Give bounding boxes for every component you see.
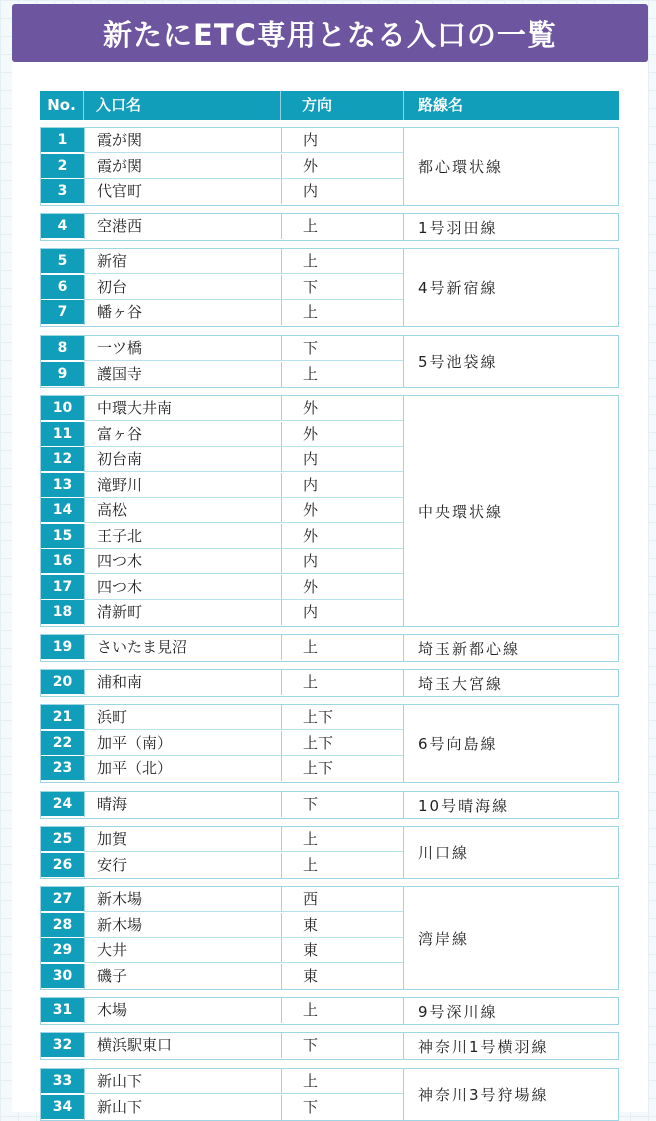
table-row — [41, 249, 404, 274]
direction: 東 — [281, 913, 404, 938]
entrance-name: 新山下 — [84, 1095, 282, 1120]
row-number: 19 — [41, 635, 84, 659]
table-row — [41, 1033, 404, 1058]
row-number: 20 — [41, 670, 84, 694]
route-name: 中央環状線 — [403, 396, 619, 626]
direction: 上 — [281, 635, 404, 660]
entrance-name: 新山下 — [84, 1069, 282, 1094]
table-row — [41, 422, 404, 447]
table-row — [41, 154, 404, 179]
direction: 内 — [281, 447, 404, 472]
route-group — [40, 704, 619, 783]
row-number: 22 — [41, 731, 84, 756]
entrance-name: 富ヶ谷 — [84, 422, 282, 447]
row-number: 32 — [41, 1033, 84, 1057]
header-route: 路線名 — [403, 91, 619, 120]
entrance-name: 新木場 — [84, 887, 282, 912]
row-number: 26 — [41, 853, 84, 877]
table-row — [41, 575, 404, 600]
direction: 上下 — [281, 731, 404, 756]
row-number: 17 — [41, 575, 84, 600]
direction: 下 — [281, 792, 404, 817]
table-row — [41, 362, 404, 387]
row-number: 30 — [41, 964, 84, 988]
entrance-name: 護国寺 — [84, 362, 282, 387]
route-group — [40, 669, 619, 697]
route-name: 神奈川1号横羽線 — [403, 1033, 619, 1059]
entrance-name: 霞が関 — [84, 128, 282, 153]
route-group — [40, 634, 619, 662]
table-row — [41, 600, 404, 625]
row-number: 9 — [41, 362, 84, 386]
table-row — [41, 336, 404, 361]
direction: 下 — [281, 1095, 404, 1120]
route-group — [40, 826, 619, 879]
entrance-name: 晴海 — [84, 792, 282, 817]
entrance-name: 浜町 — [84, 705, 282, 730]
direction: 上 — [281, 853, 404, 878]
direction: 上下 — [281, 705, 404, 730]
row-number: 7 — [41, 300, 84, 324]
direction: 内 — [281, 473, 404, 498]
row-number: 11 — [41, 422, 84, 447]
title-banner — [12, 4, 648, 62]
header-entrance-name: 入口名 — [83, 91, 321, 120]
route-group — [40, 127, 619, 206]
table-row — [41, 853, 404, 878]
table-row — [41, 396, 404, 421]
direction: 下 — [281, 1033, 404, 1058]
route-name: 9号深川線 — [403, 998, 619, 1024]
row-number: 24 — [41, 792, 84, 816]
entrance-name: 清新町 — [84, 600, 282, 625]
direction: 下 — [281, 275, 404, 300]
entrance-name: 安行 — [84, 853, 282, 878]
entrance-name: 初台南 — [84, 447, 282, 472]
table-row — [41, 275, 404, 300]
table-row — [41, 549, 404, 574]
row-number: 33 — [41, 1069, 84, 1094]
route-name: 湾岸線 — [403, 887, 619, 989]
table-row — [41, 827, 404, 852]
entrance-name: 王子北 — [84, 524, 282, 549]
table-row — [41, 887, 404, 912]
entrance-name: 初台 — [84, 275, 282, 300]
route-name: 1号羽田線 — [403, 214, 619, 240]
table-row — [41, 705, 404, 730]
table-row — [41, 998, 404, 1023]
row-number: 31 — [41, 998, 84, 1022]
row-number: 25 — [41, 827, 84, 852]
row-number: 21 — [41, 705, 84, 730]
route-name: 5号池袋線 — [403, 336, 619, 387]
route-group — [40, 1068, 619, 1121]
entrance-name: 一ツ橋 — [84, 336, 282, 361]
row-number: 28 — [41, 913, 84, 938]
route-group — [40, 791, 619, 819]
row-number: 3 — [41, 179, 84, 203]
table-row — [41, 214, 404, 239]
table-header — [40, 91, 619, 120]
table-row — [41, 731, 404, 756]
page-title: 新たにETC専用となる入口の一覧 — [103, 17, 557, 52]
direction: 外 — [281, 154, 404, 179]
row-number: 27 — [41, 887, 84, 912]
table-row — [41, 300, 404, 325]
table-row — [41, 964, 404, 989]
route-group — [40, 886, 619, 990]
entrance-name: 滝野川 — [84, 473, 282, 498]
row-number: 1 — [41, 128, 84, 153]
table-row — [41, 938, 404, 963]
direction: 上下 — [281, 756, 404, 781]
row-number: 6 — [41, 275, 84, 300]
table-row — [41, 128, 404, 153]
route-name: 神奈川3号狩場線 — [403, 1069, 619, 1120]
direction: 外 — [281, 575, 404, 600]
direction: 外 — [281, 396, 404, 421]
entrance-name: 浦和南 — [84, 670, 282, 695]
direction: 東 — [281, 938, 404, 963]
row-number: 5 — [41, 249, 84, 274]
direction: 上 — [281, 1069, 404, 1094]
entrance-name: 横浜駅東口 — [84, 1033, 282, 1058]
route-group — [40, 395, 619, 627]
table-row — [41, 635, 404, 660]
row-number: 23 — [41, 756, 84, 780]
row-number: 14 — [41, 498, 84, 523]
entrance-name: 加賀 — [84, 827, 282, 852]
row-number: 18 — [41, 600, 84, 624]
row-number: 16 — [41, 549, 84, 574]
header-direction: 方向 — [280, 91, 403, 120]
entrance-name: 高松 — [84, 498, 282, 523]
route-group — [40, 248, 619, 327]
direction: 内 — [281, 600, 404, 625]
direction: 上 — [281, 827, 404, 852]
table-row — [41, 670, 404, 695]
table-row — [41, 447, 404, 472]
direction: 上 — [281, 249, 404, 274]
entrance-name: 幡ヶ谷 — [84, 300, 282, 325]
row-number: 8 — [41, 336, 84, 361]
route-group — [40, 1032, 619, 1060]
entrance-name: 木場 — [84, 998, 282, 1023]
entrance-name: 加平（北） — [84, 756, 282, 781]
direction: 内 — [281, 179, 404, 204]
route-name: 10号晴海線 — [403, 792, 619, 818]
direction: 内 — [281, 128, 404, 153]
table-row — [41, 792, 404, 817]
table-row — [41, 1095, 404, 1120]
route-name: 都心環状線 — [403, 128, 619, 205]
entrance-name: 加平（南） — [84, 731, 282, 756]
direction: 外 — [281, 524, 404, 549]
row-number: 15 — [41, 524, 84, 549]
direction: 内 — [281, 549, 404, 574]
entrance-name: 四つ木 — [84, 575, 282, 600]
table-row — [41, 473, 404, 498]
entrance-name: 大井 — [84, 938, 282, 963]
table-row — [41, 524, 404, 549]
direction: 外 — [281, 498, 404, 523]
table-row — [41, 913, 404, 938]
direction: 上 — [281, 362, 404, 387]
direction: 上 — [281, 214, 404, 239]
entrance-name: 新木場 — [84, 913, 282, 938]
table-row — [41, 179, 404, 204]
direction: 東 — [281, 964, 404, 989]
route-group — [40, 335, 619, 388]
route-name: 6号向島線 — [403, 705, 619, 782]
row-number: 29 — [41, 938, 84, 963]
row-number: 4 — [41, 214, 84, 238]
direction: 上 — [281, 300, 404, 325]
route-name: 4号新宿線 — [403, 249, 619, 326]
row-number: 2 — [41, 154, 84, 179]
entrance-name: 四つ木 — [84, 549, 282, 574]
direction: 外 — [281, 422, 404, 447]
route-group — [40, 997, 619, 1025]
direction: 上 — [281, 998, 404, 1023]
entrance-name: 磯子 — [84, 964, 282, 989]
entrance-name: 霞が関 — [84, 154, 282, 179]
direction: 上 — [281, 670, 404, 695]
row-number: 10 — [41, 396, 84, 421]
route-name: 川口線 — [403, 827, 619, 878]
route-name: 埼玉大宮線 — [403, 670, 619, 696]
row-number: 12 — [41, 447, 84, 472]
table-row — [41, 498, 404, 523]
route-name: 埼玉新都心線 — [403, 635, 619, 661]
row-number: 13 — [41, 473, 84, 498]
entrance-name: 中環大井南 — [84, 396, 282, 421]
entrance-name: さいたま見沼 — [84, 635, 282, 660]
table-row — [41, 756, 404, 781]
entrance-name: 代官町 — [84, 179, 282, 204]
direction: 西 — [281, 887, 404, 912]
entrance-name: 空港西 — [84, 214, 282, 239]
row-number: 34 — [41, 1095, 84, 1119]
direction: 下 — [281, 336, 404, 361]
entrance-name: 新宿 — [84, 249, 282, 274]
table-row — [41, 1069, 404, 1094]
header-no: No. — [47, 96, 76, 114]
route-group — [40, 213, 619, 241]
